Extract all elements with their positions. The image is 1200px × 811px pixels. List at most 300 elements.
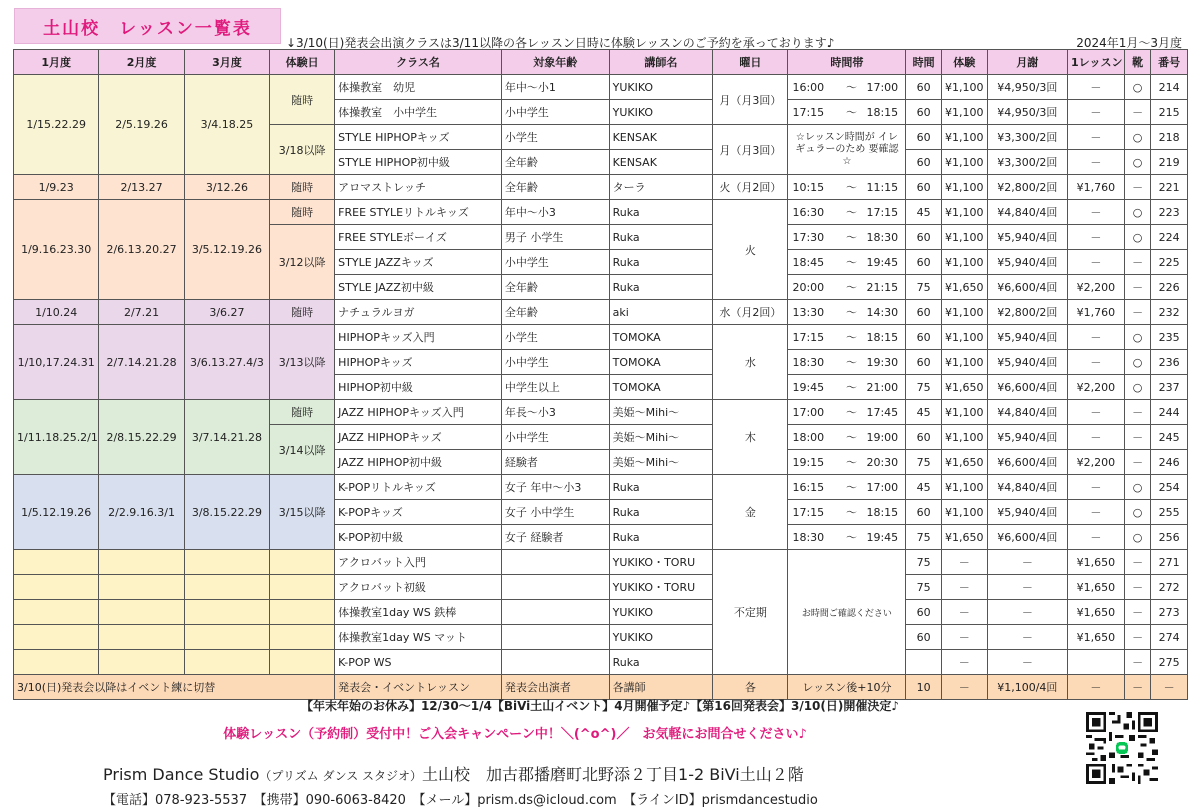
teacher: TOMOKA xyxy=(609,375,713,400)
duration: 75 xyxy=(906,375,942,400)
shoes: － xyxy=(1124,575,1150,600)
trial-fee: ¥1,100 xyxy=(941,100,987,125)
feb-dates: 2/7.21 xyxy=(99,300,184,325)
class-name: K-POP WS xyxy=(335,650,502,675)
weekday: 水（月2回） xyxy=(713,300,788,325)
table-row xyxy=(14,600,1188,625)
time-slot: 17:15 ～ 18:15 xyxy=(788,325,906,350)
trial-date: 3/13以降 xyxy=(270,325,335,400)
monthly-fee: ¥6,600/4回 xyxy=(987,450,1067,475)
teacher: Ruka xyxy=(609,525,713,550)
teacher: KENSAK xyxy=(609,150,713,175)
class-number: 256 xyxy=(1151,525,1188,550)
target-age: 年中～小3 xyxy=(501,200,609,225)
teacher: YUKIKO xyxy=(609,75,713,100)
single-lesson-fee: ¥1,650 xyxy=(1067,575,1124,600)
trial-fee: ¥1,100 xyxy=(941,500,987,525)
teacher: 美姫～Mihi～ xyxy=(609,400,713,425)
single-lesson-fee: － xyxy=(1067,475,1124,500)
class-name: STYLE HIPHOP初中級 xyxy=(335,150,502,175)
duration: 75 xyxy=(906,275,942,300)
class-number: 223 xyxy=(1151,200,1188,225)
class-name: アロマストレッチ xyxy=(335,175,502,200)
trial-date: 3/15以降 xyxy=(270,475,335,550)
duration: 45 xyxy=(906,400,942,425)
class-name: 体操教室 幼児 xyxy=(335,75,502,100)
col-header: 曜日 xyxy=(713,50,788,75)
class-number: 236 xyxy=(1151,350,1188,375)
col-header: 1レッスン xyxy=(1067,50,1124,75)
target-age xyxy=(501,650,609,675)
single-lesson-fee: － xyxy=(1067,400,1124,425)
table-row xyxy=(14,550,1188,575)
page-title xyxy=(14,8,281,44)
duration: 75 xyxy=(906,450,942,475)
target-age: 小中学生 xyxy=(501,100,609,125)
trial-date: 3/18以降 xyxy=(270,125,335,175)
mar-dates: 3/6.13.27.4/3 xyxy=(184,325,269,400)
feb-dates: 2/2.9.16.3/1 xyxy=(99,475,184,550)
class-name: JAZZ HIPHOPキッズ入門 xyxy=(335,400,502,425)
mar-dates: 3/5.12.19.26 xyxy=(184,200,269,300)
teacher: Ruka xyxy=(609,650,713,675)
monthly-fee: － xyxy=(987,575,1067,600)
time-slot: 16:30 ～ 17:15 xyxy=(788,200,906,225)
duration: 60 xyxy=(906,75,942,100)
jan-dates: 1/10.24 xyxy=(14,300,99,325)
shoes: ○ xyxy=(1124,225,1150,250)
teacher: aki xyxy=(609,300,713,325)
col-header: クラス名 xyxy=(335,50,502,75)
trial-fee: ¥1,100 xyxy=(941,250,987,275)
class-name: STYLE JAZZキッズ xyxy=(335,250,502,275)
target-age: 発表会出演者 xyxy=(501,675,609,700)
shoes: － xyxy=(1124,675,1150,700)
class-name: STYLE HIPHOPキッズ xyxy=(335,125,502,150)
col-header: 対象年齢 xyxy=(501,50,609,75)
single-lesson-fee: － xyxy=(1067,100,1124,125)
time-slot: 17:15 ～ 18:15 xyxy=(788,500,906,525)
monthly-fee: ¥5,940/4回 xyxy=(987,250,1067,275)
shoes: － xyxy=(1124,175,1150,200)
monthly-fee: ¥4,840/4回 xyxy=(987,475,1067,500)
time-slot: 13:30 ～ 14:30 xyxy=(788,300,906,325)
target-age: 小学生 xyxy=(501,125,609,150)
class-name: STYLE JAZZ初中級 xyxy=(335,275,502,300)
shoes: ○ xyxy=(1124,75,1150,100)
monthly-fee: － xyxy=(987,600,1067,625)
target-age: 全年齢 xyxy=(501,150,609,175)
table-row xyxy=(14,475,1188,500)
class-name: ナチュラルヨガ xyxy=(335,300,502,325)
teacher: 美姫～Mihi～ xyxy=(609,450,713,475)
class-number: 219 xyxy=(1151,150,1188,175)
shoes: － xyxy=(1124,100,1150,125)
feb-dates: 2/8.15.22.29 xyxy=(99,400,184,475)
single-lesson-fee: ¥1,760 xyxy=(1067,175,1124,200)
shoes: ○ xyxy=(1124,500,1150,525)
class-number: 273 xyxy=(1151,600,1188,625)
target-age: 男子 小学生 xyxy=(501,225,609,250)
table-row xyxy=(14,625,1188,650)
monthly-fee: ¥4,840/4回 xyxy=(987,200,1067,225)
target-age: 全年齢 xyxy=(501,175,609,200)
shoes: ○ xyxy=(1124,375,1150,400)
teacher: YUKIKO・TORU xyxy=(609,575,713,600)
target-age: 全年齢 xyxy=(501,275,609,300)
single-lesson-fee: － xyxy=(1067,525,1124,550)
teacher: YUKIKO xyxy=(609,625,713,650)
table-row xyxy=(14,650,1188,675)
teacher: Ruka xyxy=(609,200,713,225)
monthly-fee: － xyxy=(987,550,1067,575)
feb-dates: 2/7.14.21.28 xyxy=(99,325,184,400)
monthly-fee: － xyxy=(987,625,1067,650)
teacher: TOMOKA xyxy=(609,325,713,350)
duration: 75 xyxy=(906,525,942,550)
trial-date: 随時 xyxy=(270,200,335,225)
shoes: ○ xyxy=(1124,350,1150,375)
table-row xyxy=(14,575,1188,600)
shoes: ○ xyxy=(1124,475,1150,500)
class-name: K-POPキッズ xyxy=(335,500,502,525)
studio-info xyxy=(103,762,804,785)
duration: 60 xyxy=(906,500,942,525)
trial-fee: ¥1,100 xyxy=(941,400,987,425)
duration: 45 xyxy=(906,200,942,225)
class-name: FREE STYLEリトルキッズ xyxy=(335,200,502,225)
target-age: 経験者 xyxy=(501,450,609,475)
monthly-fee: ¥6,600/4回 xyxy=(987,375,1067,400)
single-lesson-fee: － xyxy=(1067,200,1124,225)
trial-fee: ¥1,650 xyxy=(941,450,987,475)
weekday: 水 xyxy=(713,325,788,400)
single-lesson-fee: － xyxy=(1067,150,1124,175)
jan-dates: 1/15.22.29 xyxy=(14,75,99,175)
trial-date: 随時 xyxy=(270,300,335,325)
monthly-fee: ¥6,600/4回 xyxy=(987,525,1067,550)
table-row xyxy=(14,200,1188,225)
trial-date: 随時 xyxy=(270,400,335,425)
class-number: 254 xyxy=(1151,475,1188,500)
jan-dates: 1/9.23 xyxy=(14,175,99,200)
class-number: 246 xyxy=(1151,450,1188,475)
monthly-fee: ¥4,840/4回 xyxy=(987,400,1067,425)
class-number: 226 xyxy=(1151,275,1188,300)
monthly-fee: ¥6,600/4回 xyxy=(987,275,1067,300)
jan-dates: 1/11.18.25.2/1 xyxy=(14,400,99,475)
class-number: 224 xyxy=(1151,225,1188,250)
lesson-schedule-table xyxy=(13,49,1188,700)
duration: 60 xyxy=(906,250,942,275)
class-name: HIPHOPキッズ入門 xyxy=(335,325,502,350)
weekday: 月（月3回） xyxy=(713,75,788,125)
target-age: 小中学生 xyxy=(501,250,609,275)
period-label: 2024年1月～3月度 xyxy=(1076,36,1182,50)
class-number: 215 xyxy=(1151,100,1188,125)
single-lesson-fee: ¥1,760 xyxy=(1067,300,1124,325)
single-lesson-fee: ¥2,200 xyxy=(1067,275,1124,300)
time-slot: 19:45 ～ 21:00 xyxy=(788,375,906,400)
col-header: 講師名 xyxy=(609,50,713,75)
shoes: － xyxy=(1124,250,1150,275)
trial-fee: － xyxy=(941,600,987,625)
shoes: － xyxy=(1124,550,1150,575)
monthly-fee: － xyxy=(987,650,1067,675)
class-name: HIPHOPキッズ xyxy=(335,350,502,375)
col-header: 2月度 xyxy=(99,50,184,75)
class-number: 275 xyxy=(1151,650,1188,675)
weekday: 火（月2回） xyxy=(713,175,788,200)
trial-fee: ¥1,100 xyxy=(941,300,987,325)
class-number: 214 xyxy=(1151,75,1188,100)
target-age xyxy=(501,550,609,575)
class-number: 244 xyxy=(1151,400,1188,425)
class-name: HIPHOP初中級 xyxy=(335,375,502,400)
single-lesson-fee: ¥2,200 xyxy=(1067,375,1124,400)
target-age: 年長～小3 xyxy=(501,400,609,425)
target-age: 小学生 xyxy=(501,325,609,350)
duration: 60 xyxy=(906,625,942,650)
shoes: ○ xyxy=(1124,150,1150,175)
target-age: 小中学生 xyxy=(501,350,609,375)
teacher: Ruka xyxy=(609,500,713,525)
class-number: 271 xyxy=(1151,550,1188,575)
campaign-notice: 体験レッスン（予約制）受付中！ご入会キャンペーン中！＼(^o^)／ お気軽にお問合せください♪ xyxy=(223,727,807,742)
trial-fee: ¥1,100 xyxy=(941,200,987,225)
duration: 60 xyxy=(906,225,942,250)
target-age xyxy=(501,575,609,600)
monthly-fee: ¥4,950/3回 xyxy=(987,100,1067,125)
time-slot: 18:30 ～ 19:45 xyxy=(788,525,906,550)
trial-date: 3/14以降 xyxy=(270,425,335,475)
teacher: Ruka xyxy=(609,250,713,275)
monthly-fee: ¥5,940/4回 xyxy=(987,425,1067,450)
col-header: 番号 xyxy=(1151,50,1188,75)
trial-fee: － xyxy=(941,625,987,650)
trial-fee: － xyxy=(941,550,987,575)
class-name: JAZZ HIPHOP初中級 xyxy=(335,450,502,475)
trial-fee: ¥1,650 xyxy=(941,375,987,400)
trial-fee: － xyxy=(941,575,987,600)
time-slot: 16:00 ～ 17:00 xyxy=(788,75,906,100)
class-name: 体操教室1day WS マット xyxy=(335,625,502,650)
monthly-fee: ¥5,940/4回 xyxy=(987,500,1067,525)
target-age: 女子 経験者 xyxy=(501,525,609,550)
single-lesson-fee: － xyxy=(1067,500,1124,525)
trial-fee: ¥1,100 xyxy=(941,425,987,450)
target-age xyxy=(501,600,609,625)
class-name: 体操教室1day WS 鉄棒 xyxy=(335,600,502,625)
trial-date: 随時 xyxy=(270,175,335,200)
trial-fee: ¥1,100 xyxy=(941,325,987,350)
studio-kana: （プリズム ダンス スタジオ） xyxy=(259,769,423,783)
class-number: 272 xyxy=(1151,575,1188,600)
single-lesson-fee xyxy=(1067,650,1124,675)
teacher: Ruka xyxy=(609,475,713,500)
target-age: 中学生以上 xyxy=(501,375,609,400)
mar-dates: 3/7.14.21.28 xyxy=(184,400,269,475)
class-number: 274 xyxy=(1151,625,1188,650)
trial-date: 随時 xyxy=(270,75,335,125)
shoes: ○ xyxy=(1124,125,1150,150)
time-note: ☆レッスン時間が イレギュラーのため 要確認☆ xyxy=(788,125,906,175)
monthly-fee: ¥5,940/4回 xyxy=(987,225,1067,250)
table-row xyxy=(14,75,1188,100)
single-lesson-fee: － xyxy=(1067,225,1124,250)
teacher: KENSAK xyxy=(609,125,713,150)
weekday: 火 xyxy=(713,200,788,300)
duration: 45 xyxy=(906,475,942,500)
time-slot: レッスン後+10分 xyxy=(788,675,906,700)
time-slot: 16:15 ～ 17:00 xyxy=(788,475,906,500)
class-name: FREE STYLEボーイズ xyxy=(335,225,502,250)
target-age: 女子 年中～小3 xyxy=(501,475,609,500)
qr-code-icon[interactable] xyxy=(1086,712,1158,784)
teacher: Ruka xyxy=(609,275,713,300)
mar-dates: 3/4.18.25 xyxy=(184,75,269,175)
time-slot: 10:15 ～ 11:15 xyxy=(788,175,906,200)
target-age xyxy=(501,625,609,650)
mar-dates: 3/12.26 xyxy=(184,175,269,200)
time-slot: 18:30 ～ 19:30 xyxy=(788,350,906,375)
monthly-fee: ¥3,300/2回 xyxy=(987,125,1067,150)
class-number: 218 xyxy=(1151,125,1188,150)
target-age: 年中～小1 xyxy=(501,75,609,100)
teacher: 各講師 xyxy=(609,675,713,700)
studio-address: 土山校 加古郡播磨町北野添２丁目1-2 BiVi土山２階 xyxy=(422,765,804,784)
duration: 10 xyxy=(906,675,942,700)
class-name: アクロバット初級 xyxy=(335,575,502,600)
trial-fee: ¥1,100 xyxy=(941,350,987,375)
time-note: お時間ご確認ください xyxy=(788,550,906,675)
shoes: － xyxy=(1124,650,1150,675)
teacher: TOMOKA xyxy=(609,350,713,375)
event-note: 3/10(日)発表会以降はイベント練に切替 xyxy=(14,675,335,700)
time-slot: 17:15 ～ 18:15 xyxy=(788,100,906,125)
class-number: 237 xyxy=(1151,375,1188,400)
teacher: 美姫～Mihi～ xyxy=(609,425,713,450)
class-name: アクロバット入門 xyxy=(335,550,502,575)
time-slot: 18:00 ～ 19:00 xyxy=(788,425,906,450)
studio-name: Prism Dance Studio xyxy=(103,765,260,784)
duration: 60 xyxy=(906,125,942,150)
col-header: 時間帯 xyxy=(788,50,906,75)
table-row xyxy=(14,325,1188,350)
target-age: 小中学生 xyxy=(501,425,609,450)
monthly-fee: ¥1,100/4回 xyxy=(987,675,1067,700)
trial-date: 3/12以降 xyxy=(270,225,335,300)
class-name: JAZZ HIPHOPキッズ xyxy=(335,425,502,450)
single-lesson-fee: ¥1,650 xyxy=(1067,550,1124,575)
duration: 60 xyxy=(906,350,942,375)
monthly-fee: ¥4,950/3回 xyxy=(987,75,1067,100)
target-age: 全年齢 xyxy=(501,300,609,325)
col-header: 靴 xyxy=(1124,50,1150,75)
weekday: 各 xyxy=(713,675,788,700)
teacher: Ruka xyxy=(609,225,713,250)
shoes: ○ xyxy=(1124,200,1150,225)
col-header: 1月度 xyxy=(14,50,99,75)
class-number: 235 xyxy=(1151,325,1188,350)
single-lesson-fee: － xyxy=(1067,75,1124,100)
feb-dates: 2/6.13.20.27 xyxy=(99,200,184,300)
duration: 60 xyxy=(906,600,942,625)
duration: 75 xyxy=(906,550,942,575)
shoes: － xyxy=(1124,425,1150,450)
duration: 60 xyxy=(906,175,942,200)
time-slot: 17:30 ～ 18:30 xyxy=(788,225,906,250)
duration xyxy=(906,650,942,675)
holiday-event-notice: 【年末年始のお休み】12/30～1/4【BiVi土山イベント】4月開催予定♪【第16回発表会】3/10(日)開催決定♪ xyxy=(300,699,900,713)
single-lesson-fee: ¥1,650 xyxy=(1067,625,1124,650)
table-row xyxy=(14,175,1188,200)
shoes: ○ xyxy=(1124,325,1150,350)
mar-dates: 3/8.15.22.29 xyxy=(184,475,269,550)
single-lesson-fee: － xyxy=(1067,125,1124,150)
class-number: 221 xyxy=(1151,175,1188,200)
weekday: 不定期 xyxy=(713,550,788,675)
trial-fee: ¥1,100 xyxy=(941,125,987,150)
col-header: 時間 xyxy=(906,50,942,75)
trial-fee: － xyxy=(941,675,987,700)
col-header: 体験日 xyxy=(270,50,335,75)
shoes: － xyxy=(1124,400,1150,425)
jan-dates: 1/10,17.24.31 xyxy=(14,325,99,400)
duration: 60 xyxy=(906,425,942,450)
time-slot: 17:00 ～ 17:45 xyxy=(788,400,906,425)
feb-dates: 2/13.27 xyxy=(99,175,184,200)
class-name: K-POP初中級 xyxy=(335,525,502,550)
feb-dates: 2/5.19.26 xyxy=(99,75,184,175)
contact-info: 【電話】078-923-5537 【携帯】090-6063-8420 【メール】prism.ds@icloud.com 【ラインID】prismdancestudio xyxy=(103,793,818,808)
duration: 60 xyxy=(906,100,942,125)
shoes: － xyxy=(1124,600,1150,625)
duration: 60 xyxy=(906,325,942,350)
class-number: 225 xyxy=(1151,250,1188,275)
table-row xyxy=(14,300,1188,325)
trial-fee: ¥1,100 xyxy=(941,175,987,200)
monthly-fee: ¥2,800/2回 xyxy=(987,300,1067,325)
weekday: 木 xyxy=(713,400,788,475)
col-header: 月謝 xyxy=(987,50,1067,75)
teacher: YUKIKO xyxy=(609,100,713,125)
time-slot: 19:15 ～ 20:30 xyxy=(788,450,906,475)
single-lesson-fee: ¥1,650 xyxy=(1067,600,1124,625)
table-row xyxy=(14,400,1188,425)
single-lesson-fee: ¥2,200 xyxy=(1067,450,1124,475)
class-number: 232 xyxy=(1151,300,1188,325)
teacher: YUKIKO・TORU xyxy=(609,550,713,575)
trial-fee: ¥1,100 xyxy=(941,225,987,250)
shoes: ○ xyxy=(1124,525,1150,550)
table-row xyxy=(14,675,1188,700)
single-lesson-fee: － xyxy=(1067,250,1124,275)
jan-dates: 1/5.12.19.26 xyxy=(14,475,99,550)
target-age: 女子 小中学生 xyxy=(501,500,609,525)
table-header-row xyxy=(14,50,1188,75)
trial-fee: ¥1,100 xyxy=(941,475,987,500)
page-title-text: 土山校 レッスン一覧表 xyxy=(43,18,252,39)
class-name: 発表会・イベントレッスン xyxy=(335,675,502,700)
duration: 75 xyxy=(906,575,942,600)
weekday: 金 xyxy=(713,475,788,550)
jan-dates: 1/9.16.23.30 xyxy=(14,200,99,300)
trial-fee: ¥1,650 xyxy=(941,525,987,550)
monthly-fee: ¥3,300/2回 xyxy=(987,150,1067,175)
trial-notice: ↓3/10(日)発表会出演クラスは3/11以降の各レッスン日時に体験レッスンのご予約を承っております♪ xyxy=(286,36,835,50)
time-slot: 18:45 ～ 19:45 xyxy=(788,250,906,275)
